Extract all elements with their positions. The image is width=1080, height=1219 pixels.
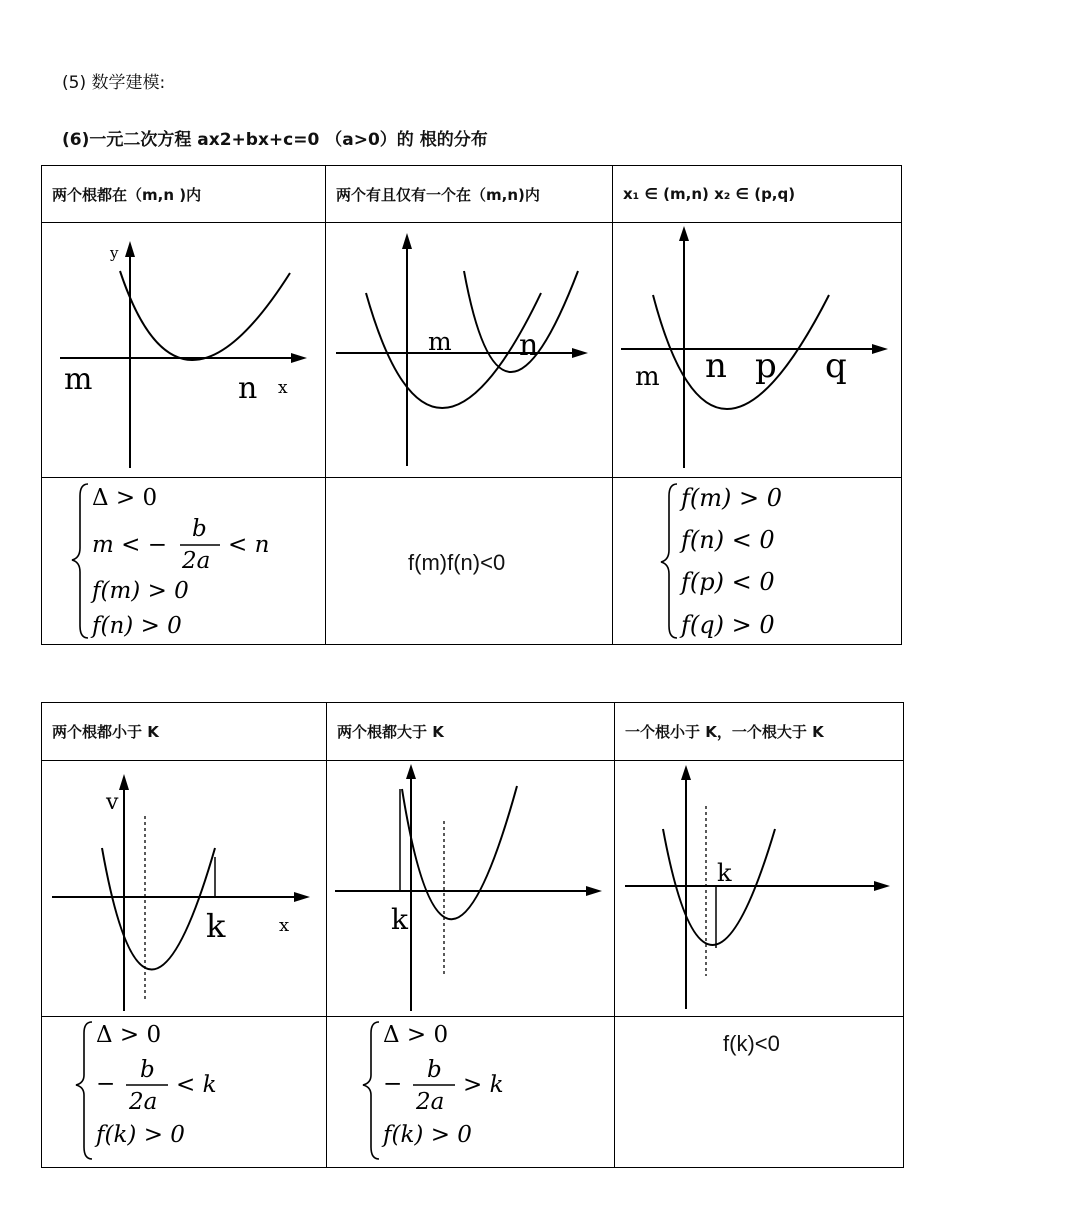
label-n: n: [519, 328, 539, 363]
parabola-graph-both-greater-k: [327, 761, 615, 1016]
x-axis-label: x: [278, 378, 288, 398]
cond-fm-fn-product: f(m)f(n)<0: [408, 550, 506, 575]
cond-fn: f(n) > 0: [92, 613, 182, 639]
parabola-graph-one-in-mn: [326, 223, 613, 477]
header-both-roots-in-mn: 两个根都在（m,n )内: [42, 166, 326, 223]
cond-b: b: [427, 1057, 442, 1083]
graph-cell-4: [42, 761, 327, 1017]
conditions-both-in-mn: [42, 478, 326, 644]
label-m: m: [64, 362, 93, 397]
condition-cell-5: [327, 1017, 615, 1168]
cond-less-n: < n: [228, 532, 270, 558]
cond-b: b: [192, 516, 207, 542]
condition-cell-1: [42, 478, 326, 645]
label-m: m: [635, 362, 660, 392]
root-distribution-table-1: [41, 165, 902, 645]
header-both-less-than-k: 两个根都小于 K: [42, 703, 327, 761]
conditions-two-intervals: [613, 478, 902, 644]
graph-cell-5: [327, 761, 615, 1017]
header-roots-in-two-intervals: x₁ ∈ (m,n) x₂ ∈ (p,q): [613, 166, 902, 223]
cond-less-k: < k: [176, 1072, 217, 1098]
label-p: p: [755, 346, 777, 386]
section-5-heading: (5) 数学建模:: [62, 73, 166, 93]
cond-fm: f(m) > 0: [681, 484, 783, 512]
x-axis-label: x: [279, 915, 290, 936]
label-k: k: [391, 903, 408, 936]
cond-2a: 2a: [416, 1089, 445, 1115]
header-one-each-side-k: 一个根小于 K，一个根大于 K: [615, 703, 904, 761]
header-both-greater-than-k: 两个根都大于 K: [327, 703, 615, 761]
y-axis-label: y: [110, 244, 119, 262]
parabola-graph-two-intervals: [613, 223, 902, 477]
graph-cell-1: [42, 223, 326, 478]
cond-fk: f(k) > 0: [96, 1122, 185, 1148]
condition-cell-3: [613, 478, 902, 645]
root-distribution-table-2: [41, 702, 904, 1168]
cond-m-less: m < −: [92, 532, 167, 558]
cond-fq: f(q) > 0: [681, 611, 775, 639]
graph-cell-3: [613, 223, 902, 478]
label-k: k: [717, 859, 732, 887]
conditions-both-less-k: [42, 1017, 327, 1167]
cond-minus: −: [383, 1071, 403, 1097]
cond-delta: Δ > 0: [92, 485, 158, 511]
graph-cell-6: [615, 761, 904, 1017]
cond-fk-negative: f(k)<0: [723, 1031, 780, 1056]
parabola-graph-k-between-roots: [615, 761, 904, 1016]
cond-fn: f(n) < 0: [681, 526, 775, 554]
label-k: k: [206, 907, 226, 945]
cond-delta: Δ > 0: [96, 1022, 162, 1048]
label-n: n: [238, 371, 258, 406]
cond-2a: 2a: [182, 548, 211, 574]
cond-greater-k: > k: [463, 1072, 504, 1098]
cond-minus: −: [96, 1071, 116, 1097]
label-m: m: [428, 327, 452, 356]
label-q: q: [825, 346, 847, 386]
cond-fp: f(p) < 0: [681, 568, 775, 596]
condition-cell-6: [615, 1017, 904, 1168]
parabola-graph-both-less-k: [42, 761, 327, 1016]
cond-b: b: [140, 1057, 155, 1083]
section-6-heading: (6)一元二次方程 ax2+bx+c=0 （a>0）的 根的分布: [62, 130, 488, 150]
graph-cell-2: [326, 223, 613, 478]
cond-2a: 2a: [129, 1089, 158, 1115]
cond-delta: Δ > 0: [383, 1022, 449, 1048]
header-one-root-in-mn: 两个有且仅有一个在（m,n)内: [326, 166, 613, 223]
cond-fk: f(k) > 0: [383, 1122, 472, 1148]
condition-cell-4: [42, 1017, 327, 1168]
condition-cell-2: [326, 478, 613, 645]
label-n: n: [705, 346, 727, 386]
cond-fm: f(m) > 0: [92, 578, 189, 604]
conditions-both-greater-k: [327, 1017, 615, 1167]
y-axis-label: v: [106, 790, 119, 815]
parabola-graph-both-in-mn: [42, 223, 326, 477]
